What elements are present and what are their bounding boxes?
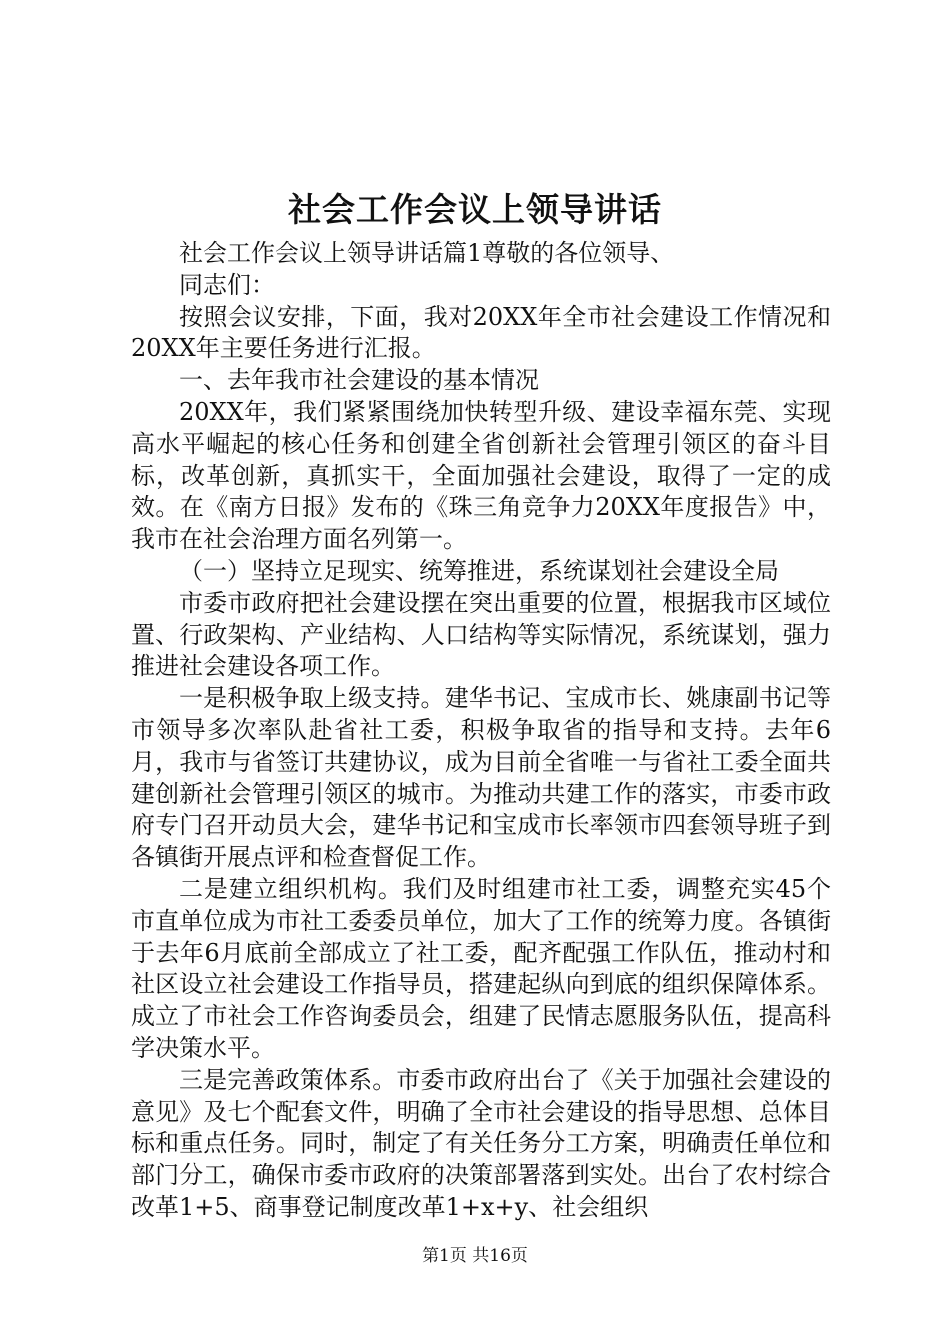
- subsection-heading-1: （一）坚持立足现实、统筹推进，系统谋划社会建设全局: [179, 556, 779, 585]
- paragraph-overview: 20XX年，我们紧紧围绕加快转型升级、建设幸福东莞、实现高水平崛起的核心任务和创建全省创新社会管理引领区的奋斗目标，改革创新，真抓实干，全面加强社会建设，取得了一定的成效。在《南方日报》发布的《珠三角竞争力20XX年度报告》中，我市在社会治理方面名列第一。: [131, 397, 831, 554]
- paragraph-point-1: 一是积极争取上级支持。建华书记、宝成市长、姚康副书记等市领导多次率队赴省社工委，积极争取省的指导和支持。去年6月，我市与省签订共建协议，成为目前全省唯一与省社工委全面共建创新社会管理引领区的城市。为推动共建工作的落实，市委市政府专门召开动员大会，建华书记和宝成市长率领市四套领导班子到各镇街开展点评和检查督促工作。: [131, 684, 831, 872]
- paragraph-point-2: 二是建立组织机构。我们及时组建市社工委，调整充实45个市直单位成为市社工委委员单位，加大了工作的统筹力度。各镇街于去年6月底前全部成立了社工委，配齐配强工作队伍，推动村和社区设立社会建设工作指导员，搭建起纵向到底的组织保障体系。成立了市社会工作咨询委员会，组建了民情志愿服务队伍，提高科学决策水平。: [131, 874, 831, 1062]
- paragraph-planning: 市委市政府把社会建设摆在突出重要的位置，根据我市区域位置、行政架构、产业结构、人口结构等实际情况，系统谋划，强力推进社会建设各项工作。: [131, 588, 831, 681]
- document-body: [131, 238, 831, 1224]
- section-heading-1: 一、去年我市社会建设的基本情况: [179, 366, 539, 395]
- document-title: 社会工作会议上领导讲话: [288, 190, 662, 229]
- paragraph-intro: 按照会议安排，下面，我对20XX年全市社会建设工作情况和20XX年主要任务进行汇报。: [131, 302, 831, 363]
- page-number: 第1页 共16页: [422, 1246, 528, 1266]
- paragraph-greeting-cont: 同志们：: [179, 270, 275, 299]
- page-footer: [0, 1245, 950, 1267]
- paragraph-point-3: 三是完善政策体系。市委市政府出台了《关于加强社会建设的意见》及七个配套文件，明确了全市社会建设的指导思想、总体目标和重点任务。同时，制定了有关任务分工方案，明确责任单位和部门分工，确保市委市政府的决策部署落到实处。出台了农村综合改革1+5、商事登记制度改革1+x+y、社会组织: [131, 1065, 831, 1221]
- paragraph-greeting: 社会工作会议上领导讲话篇1尊敬的各位领导、: [179, 239, 675, 267]
